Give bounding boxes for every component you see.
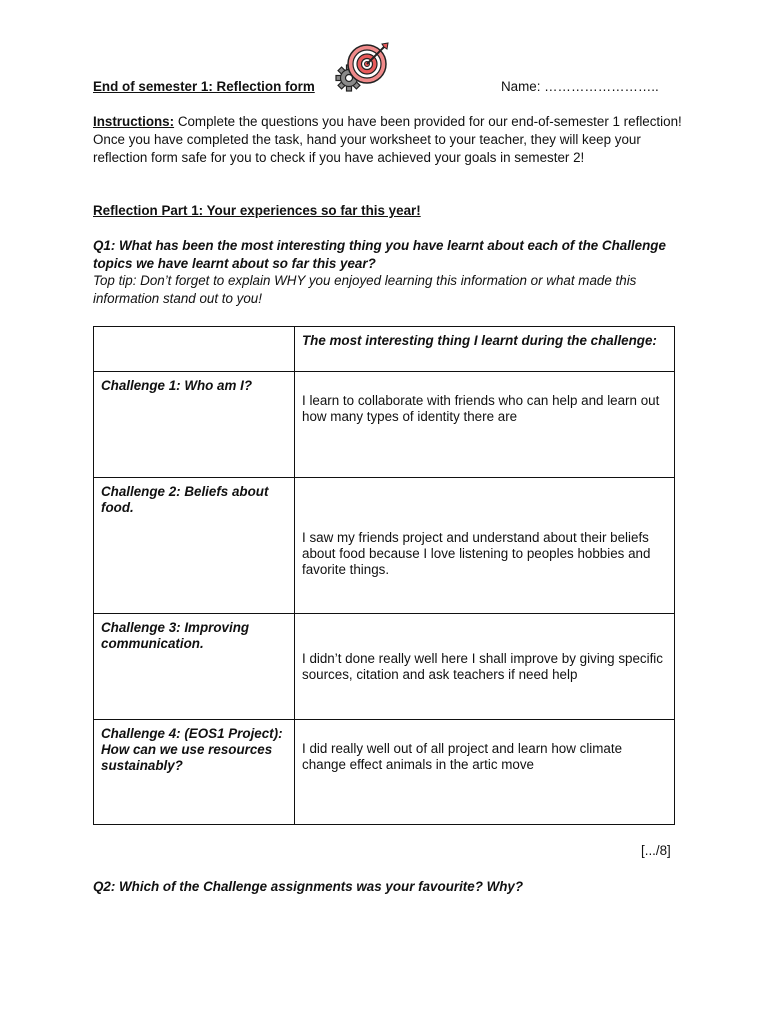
answer-text: I learn to collaborate with friends who can help and learn out how many types of identity there are xyxy=(302,393,660,424)
answer-text: I did really well out of all project and learn how climate change effect animals in the artic move xyxy=(302,741,623,772)
table-header-row xyxy=(94,327,675,372)
question-1-tip: Top tip: Don’t forget to explain WHY you enjoyed learning this information or what made this information stand out to you! xyxy=(93,273,637,306)
challenge-label-cell: Challenge 1: Who am I? xyxy=(94,372,295,478)
table-header-cell: The most interesting thing I learnt during the challenge: xyxy=(295,327,675,372)
form-title: End of semester 1: Reflection form xyxy=(93,79,315,94)
table-header-empty-cell xyxy=(94,327,295,372)
table-row xyxy=(94,614,675,720)
table-row xyxy=(94,720,675,825)
question-2: Q2: Which of the Challenge assignments was your favourite? Why? xyxy=(93,879,524,894)
challenge-label-cell: Challenge 4: (EOS1 Project): How can we use resources sustainably? xyxy=(94,720,295,825)
challenge-reflection-table xyxy=(93,326,675,825)
table-row xyxy=(94,478,675,614)
name-field-label: Name: …………………….. xyxy=(501,79,659,94)
instructions-text-1: Complete the questions you have been provided for our end-of-semester 1 reflection! xyxy=(174,114,682,129)
section-heading-part-1: Reflection Part 1: Your experiences so far this year! xyxy=(93,203,421,218)
answer-text: I saw my friends project and understand about their beliefs about food because I love listening to peoples hobbies and favorite things. xyxy=(302,530,651,577)
target-with-gear-icon xyxy=(332,42,392,94)
table-row xyxy=(94,372,675,478)
answer-cell[interactable] xyxy=(295,372,675,478)
marks-indicator: [.../8] xyxy=(641,843,671,858)
instructions-block xyxy=(93,113,683,167)
answer-text: I didn’t done really well here I shall improve by giving specific sources, citation and ask teachers if need help xyxy=(302,651,663,682)
question-1: Q1: What has been the most interesting thing you have learnt about each of the Challenge topics we have learnt about so far this year? xyxy=(93,238,666,271)
instructions-label: Instructions: xyxy=(93,114,175,129)
answer-cell[interactable] xyxy=(295,614,675,720)
challenge-label-cell: Challenge 2: Beliefs about food. xyxy=(94,478,295,614)
answer-cell[interactable] xyxy=(295,720,675,825)
instructions-text-2: Once you have completed the task, hand your worksheet to your teacher, they will keep your reflection form safe for you to check if you have achieved your goals in semester 2! xyxy=(93,132,641,165)
challenge-label-cell: Challenge 3: Improving communication. xyxy=(94,614,295,720)
answer-cell[interactable] xyxy=(295,478,675,614)
